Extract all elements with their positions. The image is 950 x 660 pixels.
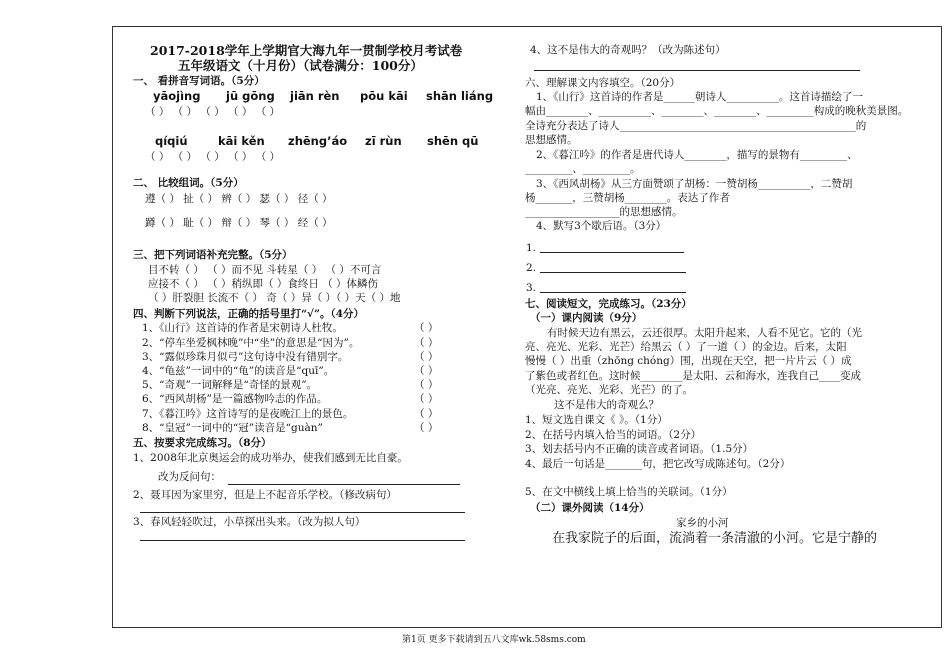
judge-item-6: 6、“西风胡杨”是一篇感物吟志的作品。 — [142, 393, 328, 405]
answer-line — [140, 512, 465, 513]
judge-item-2: 2、“停车坐爱枫林晚”中“坐”的意思是“因为”。 — [142, 337, 360, 349]
pinyin-1: yāojìng — [153, 89, 201, 103]
sec3-row2: 应接不（ ） （ ）稍纵即（ ）食终日 （ ）体鳞伤 — [148, 278, 379, 290]
judge-paren-8: （ ） — [414, 422, 439, 434]
sec2-heading: 二、 比较组词。（5分） — [133, 177, 244, 189]
judge-paren-5: （ ） — [414, 379, 439, 391]
sec7-sub1: （一）课内阅读（9分） — [530, 312, 643, 324]
pinyin-3: jiān rèn — [290, 89, 340, 103]
sec3-heading: 三、把下列词语补充完整。（5分） — [133, 249, 293, 261]
judge-item-3: 3、“露似珍珠月似弓”这句诗中没有错别字。 — [142, 351, 349, 363]
passage-line5: （光亮、亮光、光彩、光芒）的了。 — [525, 384, 693, 396]
sec4-heading: 四、判断下列说法，正确的括号里打“√”。（4分） — [133, 308, 365, 320]
judge-item-5: 5、“奇观”一词解释是“奇怪的景观”。 — [142, 379, 318, 391]
sec2-row2: 蹲（ ） 耻（ ） 辩（ ） 琴（ ） 经（ ） — [145, 217, 333, 229]
passage-line1: 有时候天边有黑云，云还很厚。太阳升起来，人看不见它。它的（光 — [547, 327, 862, 339]
answer-line — [228, 484, 460, 485]
pinyin-6: qíqiú — [155, 134, 188, 148]
pinyin-8: zhēng’áo — [288, 134, 348, 148]
judge-item-1: 1、《山行》这首诗的作者是宋朝诗人杜牧。 — [142, 322, 343, 334]
sec6-line5: 2、《暮江吟》的作者是唐代诗人________，描写的景物有_________、 — [536, 149, 858, 161]
answer-line — [534, 70, 860, 71]
sec6-line9: __________________的思想感情。 — [525, 206, 683, 218]
passage-line4: 了紫色或者红色。这时候________是太阳、云和海水，连我自己____变成 — [525, 370, 861, 382]
page-footer: 第1页 更多下载请到五八文库wk.58sms.com — [402, 635, 586, 645]
pinyin-2: jū gōng — [226, 89, 275, 103]
judge-item-7: 7、《暮江吟》这首诗写的是夜晚江上的景色。 — [142, 408, 354, 420]
answer-line — [140, 540, 465, 541]
exam-title: 2017-2018学年上学期官大海九年一贯制学校月考试卷 — [150, 43, 463, 58]
judge-item-4: 4、“龟兹”一词中的“龟”的读音是“quī”。 — [142, 365, 335, 377]
blank-label-1: 1. — [526, 242, 537, 254]
story-line: 在我家院子的后面，流淌着一条清澈的小河。它是宁静的 — [552, 531, 878, 546]
sec5-q3: 3、春风轻轻吹过，小草探出头来。（改为拟人句） — [133, 516, 366, 528]
sec3-row1: 目不转（ ） （ ）而不见 斗转星（ ） （ ）不可言 — [148, 264, 382, 276]
blank-label-3: 3. — [526, 282, 537, 294]
sec3-row3: （ ）肝裂胆 长流不（ ） 奇（ ）异（ ）（ ）天（ ）地 — [148, 292, 401, 304]
pinyin-4: pōu kāi — [360, 89, 408, 103]
judge-paren-3: （ ） — [414, 351, 439, 363]
sec6-line7: 3、《西风胡杨》从三方面赞颂了胡杨：一赞胡杨__________，二赞胡 — [536, 178, 853, 190]
judge-paren-2: （ ） — [414, 337, 439, 349]
sec5-q4: 4、这不是伟大的奇观吗？（改为陈述句） — [530, 44, 726, 56]
sec5-q2: 2、聂耳因为家里穷，但是上不起音乐学校。（修改病句） — [133, 489, 397, 501]
answer-line — [540, 292, 686, 293]
sec6-line8: 杨_______，三赞胡杨________。表达了作者 — [525, 192, 730, 204]
sec7-q4: 4、最后一句话是_______句，把它改写成陈述句。（2分） — [525, 458, 791, 470]
blank-label-2: 2. — [526, 262, 537, 274]
answer-line — [540, 272, 686, 273]
sec5-q1-label: 改为反问句： — [158, 471, 221, 483]
pinyin-7: kāi kěn — [218, 134, 265, 148]
sec7-q5: 5、在文中横线上填上恰当的关联词。（1分） — [525, 486, 733, 498]
sec7-q3: 3、划去括号内不正确的读音或者词语。（1.5分） — [525, 443, 754, 455]
answer-parens-row1: （ ） （ ） （ ） （ ） （ ） — [145, 106, 281, 118]
answer-parens-row2: （ ） （ ） （ ） （ ） （ ） — [145, 151, 281, 163]
passage-line6: 这不是伟大的奇观么？ — [554, 399, 659, 411]
sec6-heading: 六、理解课文内容填空。（20分） — [525, 77, 681, 89]
exam-subtitle: 五年级语文（十月份）（试卷满分：100分） — [178, 58, 423, 73]
judge-paren-7: （ ） — [414, 408, 439, 420]
sec1-heading: 一、 看拼音写词语。（5分） — [133, 75, 265, 87]
pinyin-10: shēn qū — [427, 134, 479, 148]
sec7-q2: 2、在括号内填入恰当的词语。（2分） — [525, 429, 702, 441]
passage-line2: 亮、亮光、光彩、光芒）给黑云（ ）了一道（ ）的金边。后来，太阳 — [525, 341, 847, 353]
sec6-line6: _________、_________。 — [525, 163, 641, 175]
sec5-q1: 1、2008年北京奥运会的成功举办，使我们感到无比自豪。 — [133, 452, 408, 464]
sec6-line1: 1、《山行》这首诗的作者是______朝诗人__________。这首诗描绘了一 — [536, 91, 863, 103]
sec6-line4: 思想感情。 — [525, 134, 578, 146]
story-title: 家乡的小河 — [676, 517, 729, 529]
sec2-row1: 遵（ ） 扯（ ） 辨（ ） 瑟（ ） 径（ ） — [145, 193, 333, 205]
judge-paren-1: （ ） — [414, 322, 439, 334]
sec6-line3: 全诗充分表达了诗人_____________________________________________的 — [525, 120, 867, 132]
pinyin-9: zī rùn — [365, 134, 402, 148]
sec6-line2: 幅由________、__________、________、________、_________构成的晚秋美景图。 — [525, 105, 909, 117]
sec7-heading: 七、阅读短文，完成练习。（23分） — [525, 298, 692, 310]
sec5-heading: 五、按要求完成练习。（8分） — [133, 437, 272, 449]
judge-paren-6: （ ） — [414, 393, 439, 405]
judge-paren-4: （ ） — [414, 365, 439, 377]
pinyin-5: shān liáng — [426, 89, 494, 103]
answer-line — [540, 252, 684, 253]
passage-line3: 慢慢（ ）出重（zhōng chóng）围，出现在天空，把一片片云（ ）成 — [525, 355, 852, 367]
sec7-sub2: （二）课外阅读（14分） — [530, 502, 650, 514]
judge-item-8: 8、“皇冠”一词中的“冠”读音是“guàn” — [142, 422, 323, 434]
sec7-q1: 1、短文选自课文《 》。（1分） — [525, 414, 668, 426]
sec6-line10: 4、默写3个歇后语。（3分） — [536, 220, 667, 232]
